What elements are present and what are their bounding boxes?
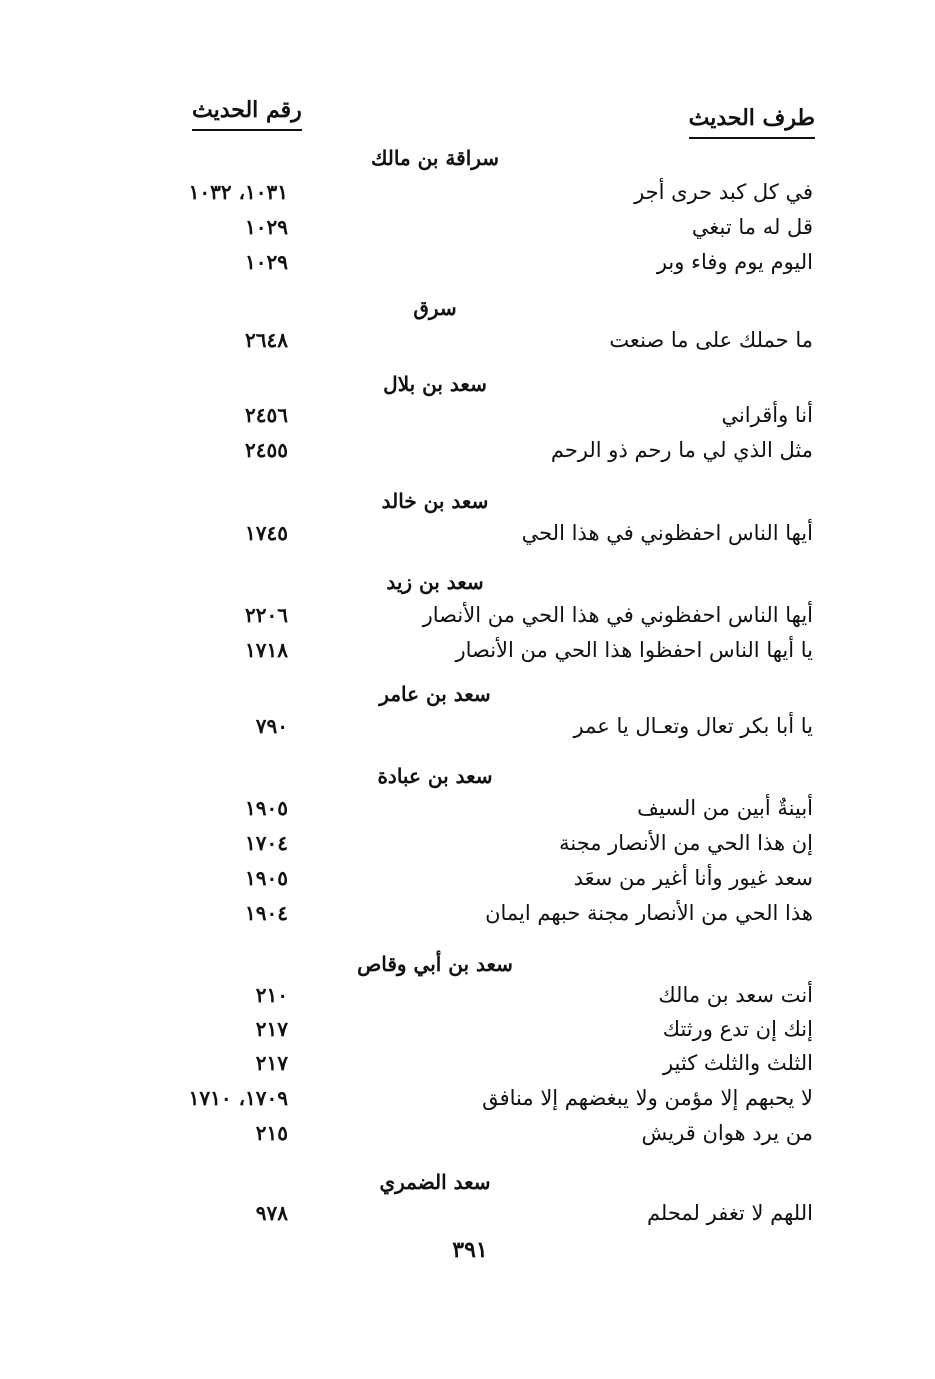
hadith-text: سعد غيور وأنا أغير من سعَد: [573, 866, 813, 890]
hadith-number: ١٧٠٩، ١٧١٠: [188, 1086, 288, 1110]
hadith-number: ١٧١٨: [245, 638, 288, 662]
hadith-text: ما حملك على ما صنعت: [609, 328, 813, 352]
hadith-text: أيها الناس احفظوني في هذا الحي: [521, 521, 813, 545]
hadith-number: ١٩٠٥: [245, 866, 288, 890]
hadith-text: يا أيها الناس احفظوا هذا الحي من الأنصار: [455, 638, 813, 662]
hadith-number: ١٠٣١، ١٠٣٢: [188, 180, 288, 204]
hadith-text: أنت سعد بن مالك: [658, 983, 813, 1007]
hadith-text: هذا الحي من الأنصار مجنة حبهم ايمان: [485, 901, 813, 925]
hadith-number: ٢٤٥٦: [245, 403, 288, 427]
hadith-text: اليوم يوم وفاء وبر: [656, 250, 813, 274]
section-heading: سرق: [413, 296, 457, 320]
hadith-number: ٢١٧: [255, 1017, 288, 1041]
hadith-number: ١٩٠٤: [245, 901, 288, 925]
hadith-number: ٢١٠: [255, 983, 288, 1007]
hadith-text: إن هذا الحي من الأنصار مجنة: [559, 831, 813, 855]
hadith-text: إنك إن تدع ورثتك: [662, 1017, 813, 1041]
page-number: ٣٩١: [452, 1237, 488, 1263]
section-heading: سعد بن بلال: [383, 372, 487, 396]
hadith-text: أيها الناس احفظوني في هذا الحي من الأنصار: [422, 603, 813, 627]
section-heading: سعد بن زيد: [386, 570, 484, 594]
hadith-text: في كل كبد حرى أجر: [634, 180, 813, 204]
column-header-hadith-start: طرف الحديث: [689, 105, 815, 139]
hadith-number: ٢٦٤٨: [245, 328, 288, 352]
section-heading: سعد بن عبادة: [377, 764, 493, 788]
section-heading: سعد بن أبي وقاص: [357, 952, 513, 976]
hadith-number: ٢٤٥٥: [245, 438, 288, 462]
hadith-number: ١٧٤٥: [245, 521, 288, 545]
hadith-number: ١٠٢٩: [245, 215, 288, 239]
hadith-number: ٢١٧: [255, 1051, 288, 1075]
hadith-number: ١٠٢٩: [245, 250, 288, 274]
hadith-text: من يرد هوان قريش: [641, 1121, 813, 1145]
hadith-text: لا يحبهم إلا مؤمن ولا يبغضهم إلا منافق: [482, 1086, 813, 1110]
section-heading: سعد بن عامر: [379, 682, 491, 706]
hadith-number: ٧٩٠: [255, 714, 288, 738]
hadith-number: ١٩٠٥: [245, 796, 288, 820]
section-heading: سعد بن خالد: [381, 489, 489, 513]
hadith-text: الثلث والثلث كثير: [662, 1051, 813, 1075]
hadith-text: أنا وأقراني: [721, 403, 813, 427]
hadith-number: ١٧٠٤: [245, 831, 288, 855]
hadith-text: قل له ما تبغي: [691, 215, 813, 239]
hadith-number: ٩٧٨: [255, 1201, 288, 1225]
column-header-hadith-number: رقم الحديث: [192, 97, 302, 131]
hadith-number: ٢١٥: [255, 1121, 288, 1145]
hadith-text: اللهم لا تغفر لمحلم: [646, 1201, 813, 1225]
hadith-text: أبينةٌ أبين من السيف: [637, 796, 813, 820]
section-heading: سعد الضمري: [379, 1170, 491, 1194]
hadith-text: يا أبا بكر تعال وتعـال يا عمر: [573, 714, 813, 738]
section-heading: سراقة بن مالك: [370, 146, 500, 170]
hadith-number: ٢٢٠٦: [245, 603, 288, 627]
hadith-text: مثل الذي لي ما رحم ذو الرحم: [550, 438, 813, 462]
